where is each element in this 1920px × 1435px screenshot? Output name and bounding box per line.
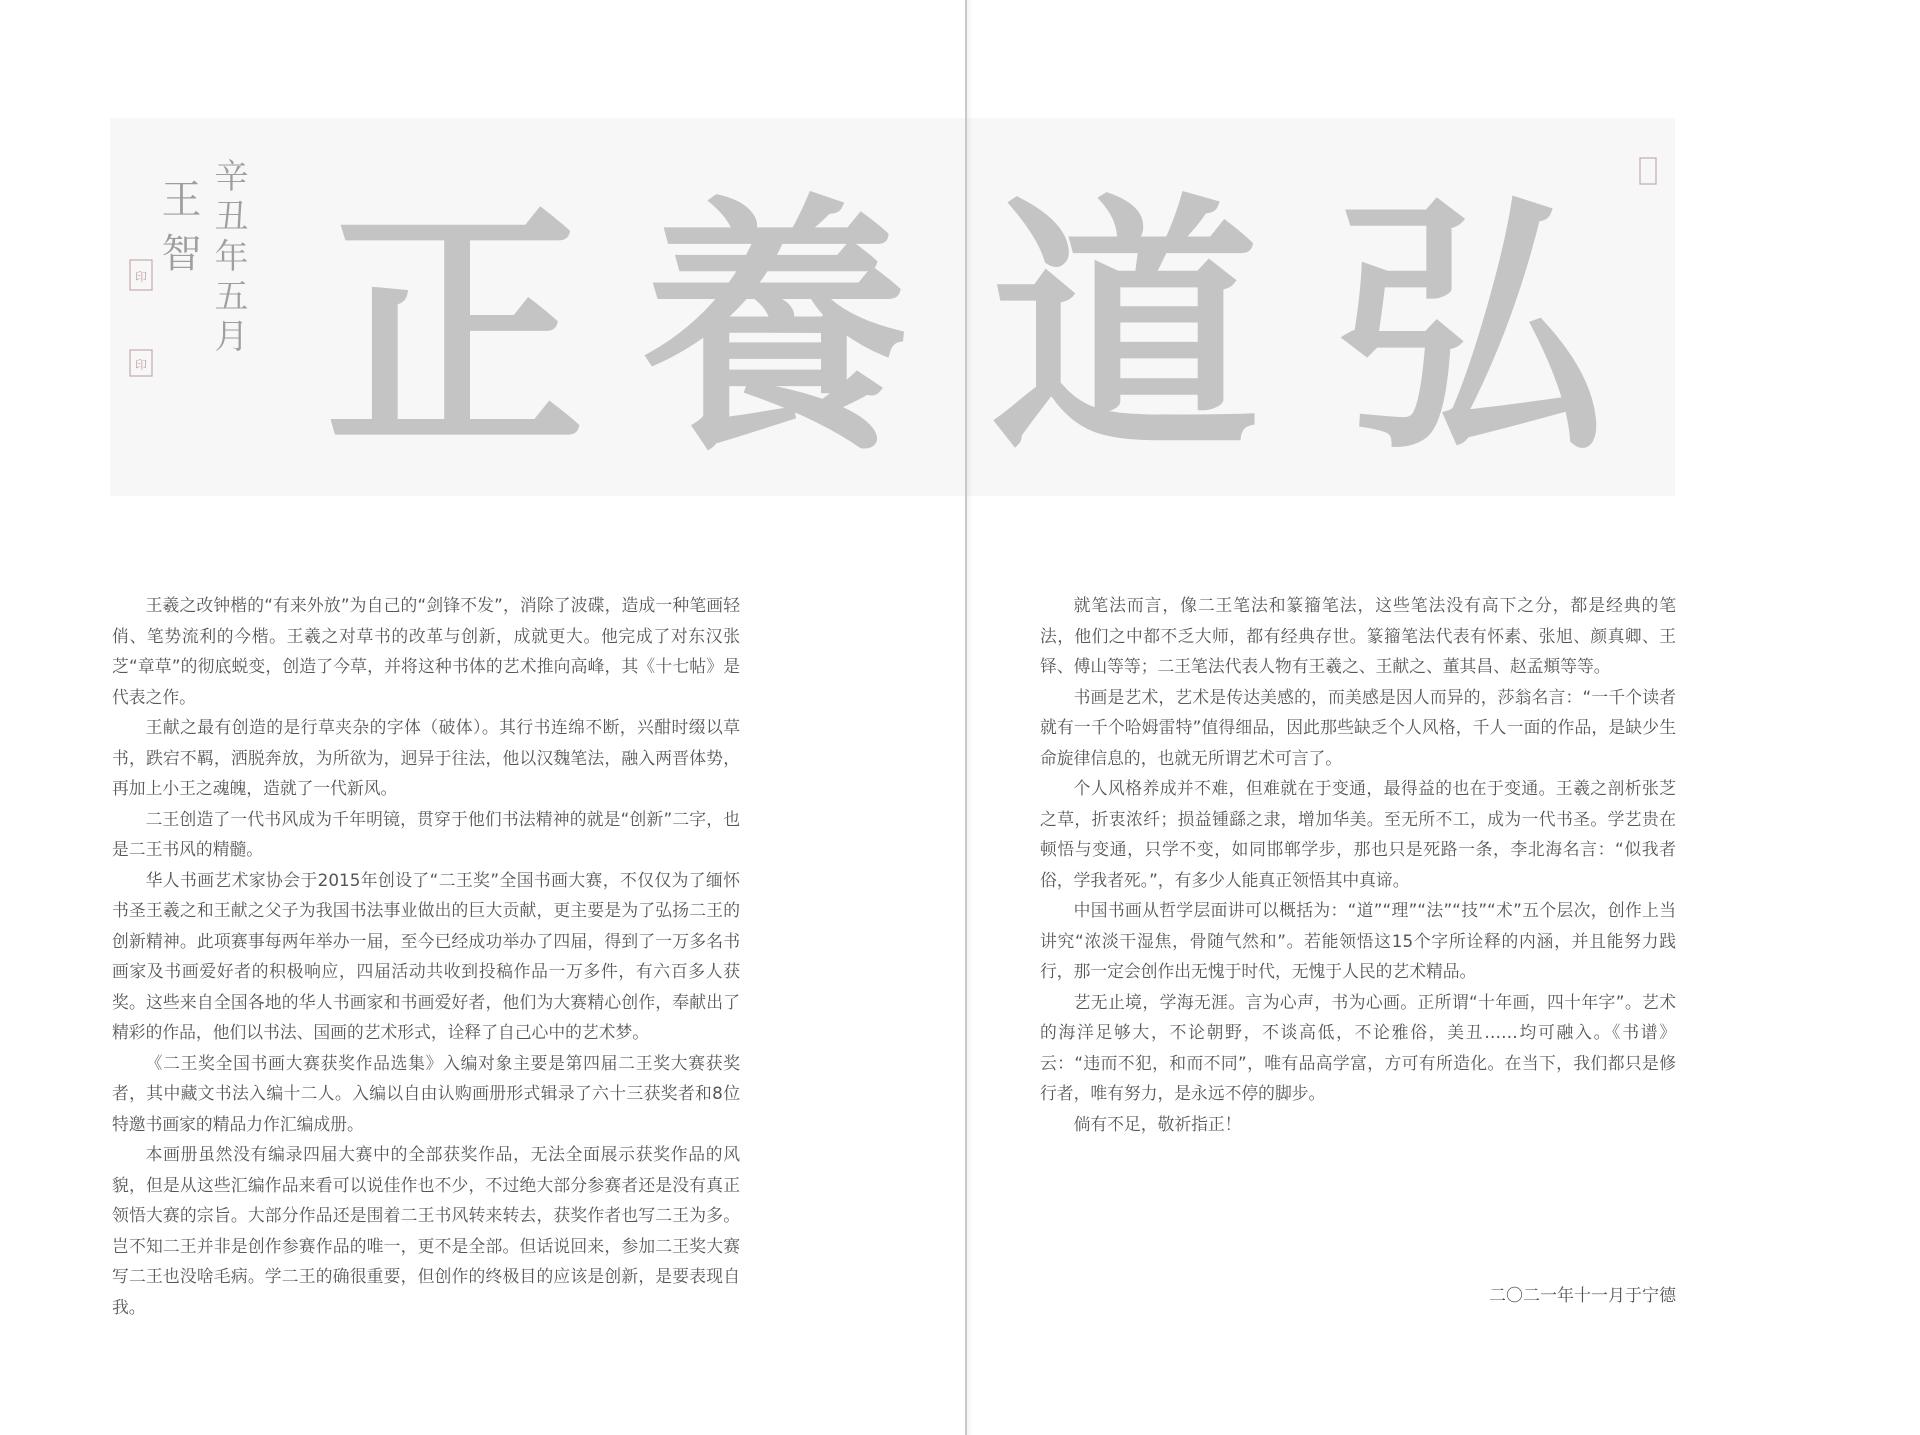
large-character-4: 弘	[1335, 169, 1605, 487]
inscription-col2: 王智	[155, 178, 201, 286]
paragraph: 二王创造了一代书风成为千年明镜，贯穿于他们书法精神的就是“创新”二字，也是二王书风的精髓。	[112, 808, 740, 859]
paragraph: 个人风格养成并不难，但难就在于变通，最得益的也在于变通。王羲之剖析张芝之草，折衷浓纤；损益锺繇之隶，增加华美。至无所不工，成为一代书圣。学艺贵在顿悟与变通，只学不变，如同邯郸学步，那也只是死路一条，李北海名言：“似我者俗，学我者死。”，有多少人能真正领悟其中真谛。	[1040, 778, 1676, 890]
seal-stamp-top	[130, 260, 152, 290]
large-character-1: 正	[325, 180, 585, 485]
paragraph: 就笔法而言，像二王笔法和篆籀笔法，这些笔法没有高下之分，都是经典的笔法，他们之中都不乏大师，都有经典存世。篆籀笔法代表有怀素、张旭、颜真卿、王铎、傅山等等；二王笔法代表人物有王羲之、王献之、董其昌、赵孟頫等等。	[1040, 595, 1676, 676]
seal-stamp-bottom	[130, 350, 152, 376]
calligraphy-banner	[110, 118, 1675, 496]
inscription-col1: 辛丑年五月	[208, 158, 248, 358]
calligraphy-artwork	[110, 118, 1675, 496]
seal-stamp-right	[1640, 158, 1656, 184]
paragraph: 华人书画艺术家协会于2015年创设了“二王奖”全国书画大赛，不仅仅为了缅怀书圣王羲之和王献之父子为我国书法事业做出的巨大贡献，更主要是为了弘扬二王的创新精神。此项赛事每两年举办一届，至今已经成功举办了四届，得到了一万多名书画家及书画爱好者的积极响应，四届活动共收到投稿作品一万多件，有六百多人获奖。这些来自全国各地的华人书画家和书画爱好者，他们为大赛精心创作，奉献出了精彩的作品，他们以书法、国画的艺术形式，诠释了自己心中的艺术梦。	[112, 869, 740, 1042]
paragraph: 王献之最有创造的是行草夹杂的字体（破体）。其行书连绵不断，兴酣时缀以草书，跌宕不羁，洒脱奔放，为所欲为，迥异于往法，他以汉魏笔法，融入两晋体势，再加上小王之魂魄，造就了一代新风。	[112, 717, 740, 798]
svg-text:印: 印	[134, 358, 148, 372]
date-signature: 二〇二一年十一月于宁德	[1489, 1286, 1676, 1306]
large-character-3: 道	[990, 169, 1260, 487]
right-page-text	[1040, 590, 1676, 1139]
paragraph: 本画册虽然没有编录四届大赛中的全部获奖作品，无法全面展示获奖作品的风貌，但是从这些汇编作品来看可以说佳作也不少，不过绝大部分参赛者还是没有真正领悟大赛的宗旨。大部分作品还是围着二王书风转来转去，获奖作者也写二王为多。岂不知二王并非是创作参赛作品的唯一，更不是全部。但话说回来，参加二王奖大赛写二王也没啥毛病。学二王的确很重要，但创作的终极目的应该是创新，是要表现自我。	[112, 1144, 740, 1317]
paragraph: 倘有不足，敬祈指正！	[1073, 1113, 1242, 1134]
paragraph: 中国书画从哲学层面讲可以概括为：“道”“理”“法”“技”“术”五个层次，创作上当讲究“浓淡干湿焦，骨随气然和”。若能领悟这15个字所诠释的内涵，并且能努力践行，那一定会创作出无愧于时代，无愧于人民的艺术精品。	[1040, 900, 1676, 981]
paragraph: 王羲之改钟楷的“有来外放”为自己的“剑锋不发”，消除了波碟，造成一种笔画轻俏、笔势流利的今楷。王羲之对草书的改革与创新，成就更大。他完成了对东汉张芝“章草”的彻底蜕变，创造了今草，并将这种书体的艺术推向高峰，其《十七帖》是代表之作。	[112, 595, 740, 707]
page-gutter-shadow	[967, 0, 973, 1435]
inscription	[155, 158, 248, 358]
large-character-2: 養	[640, 169, 910, 487]
paragraph: 书画是艺术，艺术是传达美感的，而美感是因人而异的，莎翁名言：“一千个读者就有一千个哈姆雷特”值得细品，因此那些缺乏个人风格，千人一面的作品，是缺少生命旋律信息的，也就无所谓艺术可言了。	[1040, 686, 1676, 768]
left-page-text	[112, 590, 740, 1322]
svg-text:印: 印	[134, 270, 148, 284]
paragraph: 《二王奖全国书画大赛获奖作品选集》入编对象主要是第四届二王奖大赛获奖者，其中藏文书法入编十二人。入编以自由认购画册形式辑录了六十三获奖者和8位特邀书画家的精品力作汇编成册。	[112, 1052, 740, 1134]
paragraph: 艺无止境，学海无涯。言为心声，书为心画。正所谓“十年画，四十年字”。艺术的海洋足够大，不论朝野，不谈高低，不论雅俗，美丑……均可融入。《书谱》云：“违而不犯，和而不同”，唯有品高学富，方可有所造化。在当下，我们都只是修行者，唯有努力，是永远不停的脚步。	[1040, 991, 1676, 1103]
